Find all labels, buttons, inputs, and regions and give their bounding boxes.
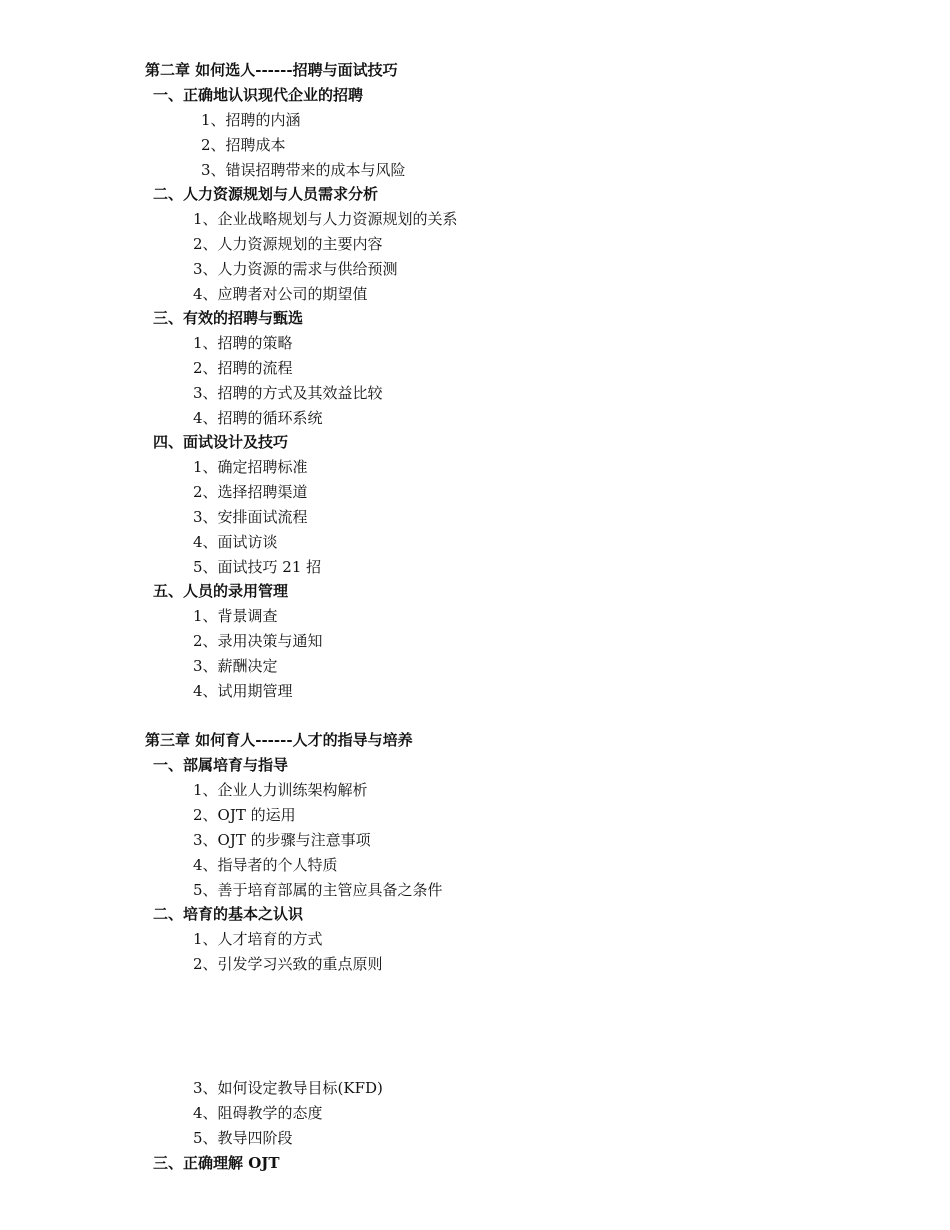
list-item: 4、招聘的循环系统 [193, 409, 323, 427]
list-item: 2、OJT 的运用 [193, 806, 296, 824]
list-item: 1、企业人力训练架构解析 [193, 781, 368, 799]
list-item: 3、安排面试流程 [193, 508, 308, 526]
list-item: 3、薪酬决定 [193, 657, 278, 675]
list-item: 2、人力资源规划的主要内容 [193, 235, 383, 253]
list-item: 5、善于培育部属的主管应具备之条件 [193, 881, 443, 899]
list-item: 2、招聘成本 [201, 136, 286, 154]
list-item: 1、确定招聘标准 [193, 458, 308, 476]
list-item: 4、指导者的个人特质 [193, 856, 338, 874]
list-item: 1、人才培育的方式 [193, 930, 323, 948]
chapter-2-title: 第二章 如何选人------招聘与面试技巧 [145, 61, 398, 79]
list-item: 1、背景调查 [193, 607, 278, 625]
chapter-3-title: 第三章 如何育人------人才的指导与培养 [145, 731, 413, 749]
list-item: 3、人力资源的需求与供给预测 [193, 260, 398, 278]
list-item: 3、错误招聘带来的成本与风险 [201, 161, 406, 179]
list-item: 3、招聘的方式及其效益比较 [193, 384, 383, 402]
section-heading: 三、有效的招聘与甄选 [153, 309, 304, 327]
list-item: 5、教导四阶段 [193, 1129, 293, 1147]
list-item: 4、阻碍教学的态度 [193, 1104, 323, 1122]
list-item: 3、OJT 的步骤与注意事项 [193, 831, 371, 849]
list-item: 2、引发学习兴致的重点原则 [193, 955, 383, 973]
list-item: 2、录用决策与通知 [193, 632, 323, 650]
section-heading: 一、部属培育与指导 [153, 756, 289, 774]
list-item: 4、应聘者对公司的期望值 [193, 285, 368, 303]
section-heading: 四、面试设计及技巧 [153, 433, 289, 451]
section-heading: 五、人员的录用管理 [153, 582, 289, 600]
list-item: 1、企业战略规划与人力资源规划的关系 [193, 210, 458, 228]
list-item: 2、选择招聘渠道 [193, 483, 308, 501]
list-item: 1、招聘的策略 [193, 334, 293, 352]
list-item: 4、试用期管理 [193, 682, 293, 700]
section-heading: 一、正确地认识现代企业的招聘 [153, 86, 364, 104]
section-heading: 二、人力资源规划与人员需求分析 [153, 185, 379, 203]
list-item: 2、招聘的流程 [193, 359, 293, 377]
list-item: 3、如何设定教导目标(KFD) [193, 1079, 383, 1097]
section-heading: 三、正确理解 OJT [153, 1154, 280, 1172]
section-heading: 二、培育的基本之认识 [153, 905, 304, 923]
list-item: 1、招聘的内涵 [201, 111, 301, 129]
list-item: 4、面试访谈 [193, 533, 278, 551]
list-item: 5、面试技巧 21 招 [193, 558, 322, 576]
